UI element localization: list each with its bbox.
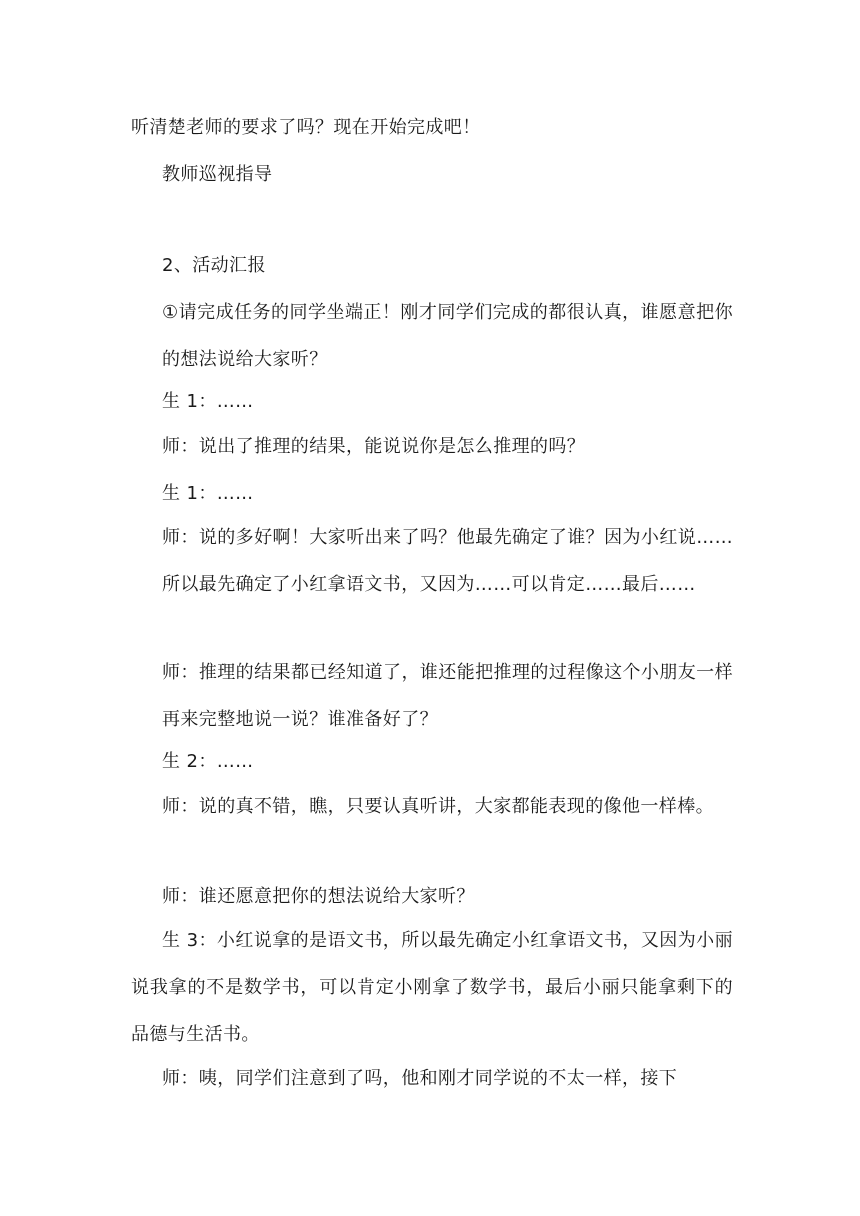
paragraph-student-3: 生 3：小红说拿的是语文书，所以最先确定小红拿语文书，又因为小丽说我拿的不是数学书，可以肯定小刚拿了数学书，最后小丽只能拿剩下的品德与生活书。 bbox=[131, 930, 733, 1045]
paragraph-teacher-notice: 师：咦，同学们注意到了吗，他和刚才同学说的不太一样，接下 bbox=[162, 1068, 678, 1089]
paragraph-teacher-ask-process: 师：说出了推理的结果，能说说你是怎么推理的吗？ bbox=[162, 436, 586, 457]
paragraph-student-2: 生 2：…… bbox=[162, 751, 254, 772]
paragraph-teacher-praise: 师：说的多好啊！大家听出来了吗？他最先确定了谁？因为小红说……所以最先确定了小红拿语文书，又因为……可以肯定……最后…… bbox=[162, 527, 733, 595]
paragraph-student-1b: 生 1：…… bbox=[162, 483, 254, 504]
paragraph-student-1a: 生 1：…… bbox=[162, 391, 254, 412]
section-heading-activity-report: 2、活动汇报 bbox=[162, 255, 266, 276]
paragraph-instruction-check: 听清楚老师的要求了吗？现在开始完成吧！ bbox=[131, 117, 481, 138]
paragraph-teacher-ask-retell: 师：推理的结果都已经知道了，谁还能把推理的过程像这个小朋友一样再来完整地说一说？谁准备好了？ bbox=[162, 662, 733, 730]
paragraph-teacher-good-job: 师：说的真不错，瞧，只要认真听讲，大家都能表现的像他一样棒。 bbox=[162, 796, 714, 817]
paragraph-invite-sharing: ①请完成任务的同学坐端正！刚才同学们完成的都很认真，谁愿意把你的想法说给大家听？ bbox=[162, 302, 733, 370]
paragraph-teacher-ask-more: 师：谁还愿意把你的想法说给大家听？ bbox=[162, 886, 475, 907]
paragraph-teacher-patrol: 教师巡视指导 bbox=[162, 164, 273, 185]
